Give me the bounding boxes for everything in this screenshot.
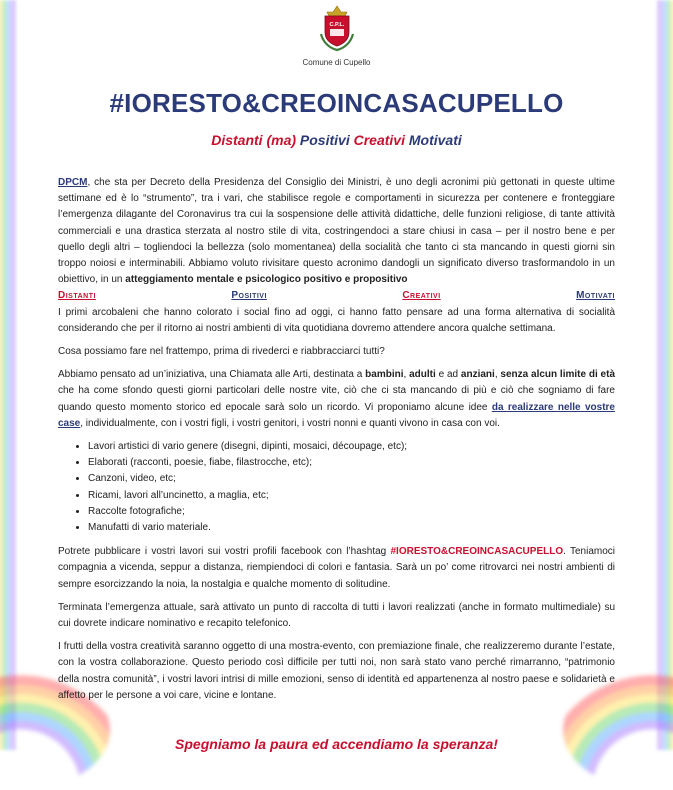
publish-text-b: . Teniamoci compagnia a vicenda, seppur a distanza, riempiendoci di colori e fantasia. Sarà un po’ come ritrovarci nei nostri ambienti di sempre esorcizzando la noia, la nostalgia e qualche momento di solitudine. (58, 546, 615, 590)
paragraph-dpcm (58, 175, 615, 288)
paragraph-collection: Terminata l’emergenza attuale, sarà attivato un punto di raccolta di tutti i lavori realizzati (anche in formato multimediale) su cui dovrete indicare nominativo e recapito telefonico. (58, 601, 615, 630)
initiative-adulti: adulti (409, 369, 436, 381)
initiative-sep-3: , (494, 369, 501, 381)
paragraph-dpcm-text: , che sta per Decreto della Presidenza del Consiglio dei Ministri, è uno degli acronimi più gettonati in queste ultime settimane ed è lo “strumento”, tra i vari, che stabilisce regole e comportamenti in sicurezza per contenere e fronteggiare l’emergenza dilagante del Coronavirus tra cui la sospensione delle attività didattiche, delle funzioni religiose, di tante attività commerciali e una drastica sterzata al nostro stile di vita, costringendoci a stare chiusi in casa – per il nostro bene e per quello degli altri – togliendoci la bellezza (solo momentanea) della socialità che tanto ci sta mancando in questi giorni sin troppo noiosi e interminabili. Abbiamo voluto rivisitare questo acronimo dandogli un significato diverso trasformandolo in un obiettivo, in un (58, 177, 615, 286)
tagline-creativi: Creativi (353, 132, 405, 148)
acronym-distanti: Distanti (58, 290, 96, 302)
works-list (58, 439, 615, 536)
municipality-name: Comune di Cupello (302, 58, 371, 67)
paragraph-publish (58, 544, 615, 593)
dpcm-acronym: DPCM (58, 177, 88, 188)
acronym-motivati: Motivati (576, 290, 615, 302)
initiative-text-c: che ha come sfondo questi giorni particolari delle nostre vite, ciò che ci sta mancando di più e ciò che sogniamo di fare quando questo momento storico ed epocale sarà solo un ricordo. Vi proponiamo alcune idee (58, 385, 615, 413)
footer-slogan: Spegniamo la paura ed accendiamo la speranza! (175, 736, 498, 752)
list-item: • Lavori artistici di vario genere (disegni, dipinti, mosaici, découpage, etc); (88, 439, 615, 455)
tagline-motivati: Motivati (408, 132, 462, 148)
municipal-crest-icon (317, 4, 357, 52)
crest-letters: C.P.L. (329, 22, 344, 28)
paragraph-question: Cosa possiamo fare nel frattempo, prima di rivederci e riabbracciarci tutti? (58, 346, 385, 358)
tagline (0, 132, 673, 148)
initiative-text-a: Abbiamo pensato ad un’iniziativa, una Chiamata alle Arti, destinata a (58, 369, 366, 381)
initiative-anziani: anziani (460, 369, 495, 381)
document-body (58, 175, 615, 711)
tagline-ma: (ma) (266, 132, 297, 148)
publish-text-a: Potrete pubblicare i vostri lavori sui vostri profili facebook con l’hashtag (58, 546, 391, 558)
tagline-positivi: Positivi (299, 132, 350, 148)
acronym-row (58, 288, 615, 304)
acronym-positivi: Positivi (231, 290, 267, 302)
paragraph-dpcm-bold: atteggiamento mentale e psicologico positivo e propositivo (125, 274, 408, 286)
initiative-home-link: da realizzare nelle vostre case (58, 401, 615, 429)
paragraph-rainbows: I primi arcobaleni che hanno colorato i social fino ad oggi, ci hanno fatto pensare ad una forma alternativa di socialità considerando che per il ritorno ai nostri ambienti di vita quotidiana dovremo attendere ancora qualche settimana. (58, 306, 615, 334)
list-item: • Manufatti di vario materiale. (88, 520, 615, 536)
publish-hashtag: #IORESTO&CREOINCASACUPELLO (390, 546, 564, 558)
paragraph-exhibition: I frutti della vostra creatività saranno oggetto di una mostra-evento, con premiazione finale, che realizzeremo durante l’estate, con la vostra collaborazione. Questo periodo così difficile per tutti noi, non sarà stato vano perché rimarranno, “patrimonio della nostra comunità”, i vostri lavori intrisi di mille emozioni, senso di identità ed appartenenza al nostro paese e solidarietà e affetto per le persone a voi care, vicine e lontane. (58, 641, 615, 701)
initiative-sep-1: , (403, 369, 410, 381)
initiative-sep-2: e ad (435, 369, 461, 381)
page-title: #IORESTO&CREOINCASACUPELLO (109, 88, 564, 118)
initiative-no-age-limit: senza alcun limite di età (500, 369, 616, 381)
list-item: • Elaborati (racconti, poesie, fiabe, filastrocche, etc); (88, 455, 615, 471)
list-item: • Ricami, lavori all’uncinetto, a maglia, etc; (88, 488, 615, 504)
list-item: • Canzoni, video, etc; (88, 471, 615, 487)
list-item: • Raccolte fotografiche; (88, 504, 615, 520)
initiative-text-d: , individualmente, con i vostri figli, i vostri genitori, i vostri nonni e quanti vivono in casa con voi. (80, 417, 500, 429)
tagline-distanti: Distanti (211, 132, 263, 148)
initiative-bambini: bambini (365, 369, 404, 381)
paragraph-initiative (58, 367, 615, 432)
acronym-creativi: Creativi (402, 290, 441, 302)
